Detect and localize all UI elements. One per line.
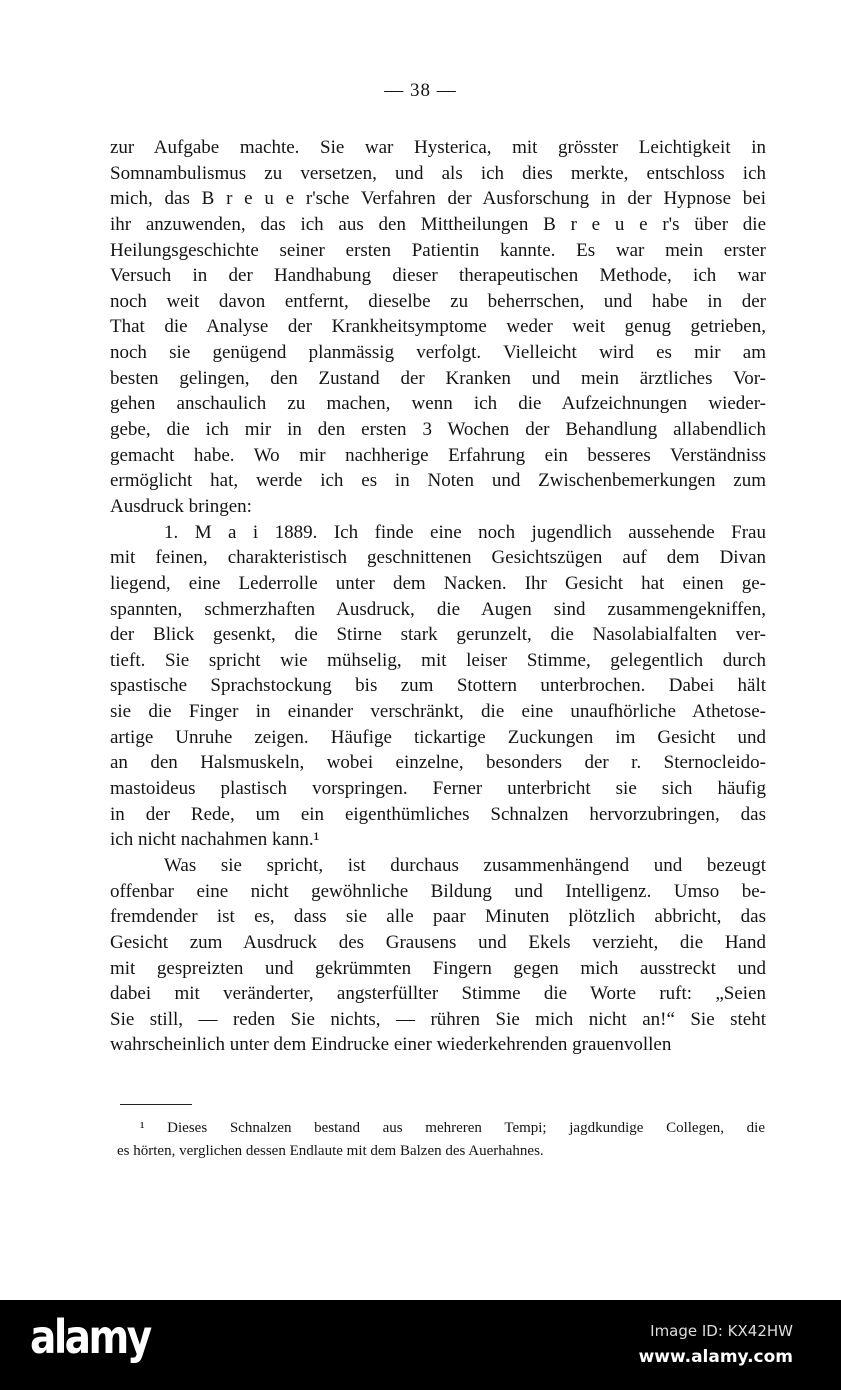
body-text: [110, 135, 766, 1058]
text-line: ich nicht nachahmen kann.¹: [110, 829, 320, 851]
text-line: mastoideus plastisch vorspringen. Ferner unterbricht sie sich häufig: [110, 778, 766, 800]
text-line: tieft. Sie spricht wie mühselig, mit leiser Stimme, gelegentlich durch: [110, 649, 766, 671]
alamy-logo: alamy: [30, 1310, 150, 1364]
text-line: spannten, schmerzhaften Ausdruck, die Augen sind zusammengekniffen,: [110, 598, 766, 620]
text-line: sie die Finger in einander verschränkt, die eine unaufhörliche Athetose-: [110, 701, 766, 723]
text-line: ermöglicht hat, werde ich es in Noten und Zwischenbemerkungen zum: [110, 470, 766, 492]
text-line: noch weit davon entfernt, dieselbe zu beherrschen, und habe in der: [110, 290, 766, 312]
text-line: mit gespreizten und gekrümmten Fingern gegen mich ausstreckt und: [110, 957, 766, 979]
text-line: Versuch in der Handhabung dieser therapeutischen Methode, ich war: [110, 265, 766, 287]
text-line: fremdender ist es, dass sie alle paar Minuten plötzlich abbricht, das: [110, 906, 766, 928]
text-line: offenbar eine nicht gewöhnliche Bildung und Intelligenz. Umso be-: [110, 880, 766, 902]
text-line: mit feinen, charakteristisch geschnittenen Gesichtszügen auf dem Divan: [110, 547, 766, 569]
text-line: That die Analyse der Krankheitsymptome weder weit genug getrieben,: [110, 316, 766, 338]
text-line: Heilungsgeschichte seiner ersten Patientin kannte. Es war mein erster: [110, 239, 766, 261]
text-line: dabei mit veränderter, angsterfüllter Stimme die Worte ruft: „Seien: [110, 983, 766, 1005]
page-number: — 38 —: [384, 80, 457, 101]
text-line: artige Unruhe zeigen. Häufige tickartige Zuckungen im Gesicht und: [110, 726, 766, 748]
text-line: 1. M a i 1889. Ich finde eine noch jugendlich aussehende Frau: [164, 521, 766, 543]
text-line: spastische Sprachstockung bis zum Stottern unterbrochen. Dabei hält: [110, 675, 766, 697]
text-line: der Blick gesenkt, die Stirne stark gerunzelt, die Nasolabialfalten ver-: [110, 624, 766, 646]
footnote-divider: [120, 1104, 192, 1105]
image-id: Image ID: KX42HW: [650, 1322, 793, 1340]
text-line: mich, das B r e u e r'sche Verfahren der Ausforschung in der Hypnose bei: [110, 188, 766, 210]
text-line: Gesicht zum Ausdruck des Grausens und Ekels verzieht, die Hand: [110, 931, 766, 953]
text-line: Sie still, — reden Sie nichts, — rühren Sie mich nicht an!“ Sie steht: [110, 1008, 766, 1030]
text-line: in der Rede, um ein eigenthümliches Schnalzen hervorzubringen, das: [110, 803, 766, 825]
footnote: [117, 1117, 765, 1163]
footnote-line: es hörten, verglichen dessen Endlaute mit dem Balzen des Auerhahnes.: [117, 1143, 544, 1159]
footnote-line: ¹ Dieses Schnalzen bestand aus mehreren Tempi; jagdkundige Collegen, die: [140, 1120, 765, 1136]
text-line: besten gelingen, den Zustand der Kranken und mein ärztliches Vor-: [110, 367, 766, 389]
text-line: Somnambulismus zu versetzen, und als ich dies merkte, entschloss ich: [110, 162, 766, 184]
text-line: gehen anschaulich zu machen, wenn ich die Aufzeichnungen wieder-: [110, 393, 766, 415]
text-line: gebe, die ich mir in den ersten 3 Wochen der Behandlung allabendlich: [110, 419, 766, 441]
text-line: gemacht habe. Wo mir nachherige Erfahrung ein besseres Verständniss: [110, 444, 766, 466]
text-line: ihr anzuwenden, das ich aus den Mittheilungen B r e u e r's über die: [110, 213, 766, 235]
watermark-band: [0, 1300, 841, 1390]
text-line: an den Halsmuskeln, wobei einzelne, besonders der r. Sternocleido-: [110, 752, 766, 774]
text-line: wahrscheinlich unter dem Eindrucke einer wiederkehrenden grauenvollen: [110, 1034, 672, 1056]
watermark-url: www.alamy.com: [638, 1347, 793, 1367]
text-line: noch sie genügend planmässig verfolgt. Vielleicht wird es mir am: [110, 342, 766, 364]
text-line: liegend, eine Lederrolle unter dem Nacken. Ihr Gesicht hat einen ge-: [110, 572, 766, 594]
text-line: Was sie spricht, ist durchaus zusammenhängend und bezeugt: [164, 854, 766, 876]
text-line: Ausdruck bringen:: [110, 495, 252, 517]
text-line: zur Aufgabe machte. Sie war Hysterica, mit grösster Leichtigkeit in: [110, 137, 766, 158]
